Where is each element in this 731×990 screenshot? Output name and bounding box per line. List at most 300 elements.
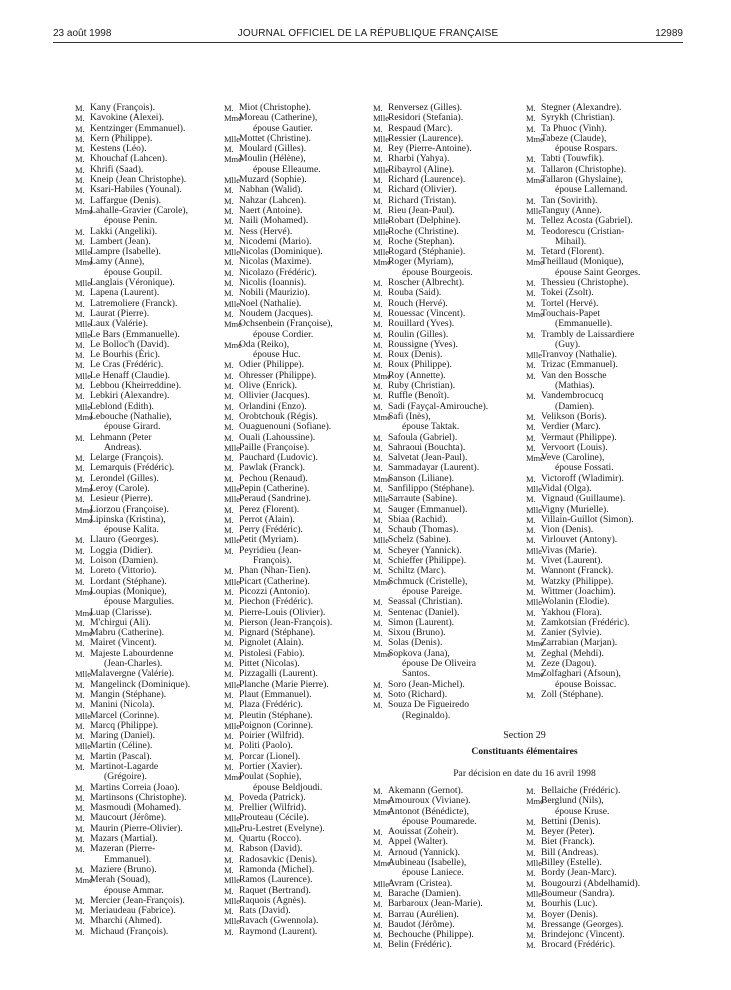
person-name: Van den Bossche [541,369,607,381]
person-name: Lelarge (François). [90,452,164,464]
person-name: Le Cras (Frédéric). [90,359,164,371]
person-name: Manini (Nicola). [90,699,155,711]
name-entry [526,422,676,432]
name-entry [75,587,215,608]
name-continuation: Mihail). [555,235,587,247]
person-name: Nicolis (Ioannis). [239,277,307,289]
name-entry [75,649,215,670]
civility-title: M. [526,360,536,371]
name-entry [75,515,215,536]
civility-title: M. [75,556,85,567]
name-entry [224,113,366,134]
person-name: Peyridieu (Jean- [239,544,302,556]
civility-title: Mlle [224,133,241,144]
person-name: Sixou (Bruno). [388,627,446,639]
person-name: Picozzi (Antonio). [239,585,310,597]
person-name: Teodorescu (Cristian- [541,225,625,237]
civility-title: M. [75,391,85,402]
person-name: Maziere (Bruno). [90,863,157,875]
civility-title: M. [373,329,383,340]
person-name: Tabeze (Claude), [541,132,607,144]
name-entry [75,844,215,865]
name-continuation: épouse Boissac. [555,678,617,690]
civility-title: M. [373,617,383,628]
person-name: Orobtchouk (Régis). [239,410,318,422]
person-name: Billey (Estelle). [541,857,602,869]
person-name: Moulard (Gilles). [239,143,307,155]
civility-title: M. [526,827,536,838]
person-name: Trambly de Laissardiere [541,328,635,340]
person-name: Laurat (Pierre). [90,307,150,319]
person-name: Naili (Mohamed). [239,215,309,227]
person-name: Velikson (Boris). [541,410,607,422]
civility-title: M. [75,298,85,309]
civility-title: Mlle [75,370,92,381]
person-name: Ta Phuoc (Vinh). [541,122,607,134]
civility-title: M. [526,154,536,165]
civility-title: M. [224,453,234,464]
civility-title: M. [526,113,536,124]
civility-title: Mlle [373,878,390,889]
civility-title: Mlle [224,679,241,690]
civility-title: M. [373,827,383,838]
civility-title: M. [75,731,85,742]
name-entry [224,700,366,710]
person-name: Plaut (Emmanuel). [239,688,312,700]
person-name: Raymond (Laurent). [239,925,318,937]
civility-title: M. [373,319,383,330]
civility-title: M. [75,638,85,649]
name-continuation: épouse Cordier. [253,328,314,340]
person-name: Phan (Nhan-Tien). [239,565,311,577]
civility-title: M. [75,473,85,484]
civility-title: M. [75,494,85,505]
civility-title: M. [526,103,536,113]
civility-title: Mlle [224,895,241,906]
civility-title: M. [75,803,85,814]
name-entry [75,412,215,433]
person-name: Sammadayar (Laurent). [388,462,480,474]
person-name: Paille (Françoise). [239,441,310,453]
civility-title: M. [224,226,234,237]
name-entry [224,546,366,567]
civility-title: M. [75,792,85,803]
civility-title: M. [224,514,234,525]
person-name: Boyer (Denis). [541,908,599,920]
name-continuation: épouse Laniece. [402,867,464,879]
civility-title: M. [224,422,234,433]
person-name: Seassal (Christian). [388,596,463,608]
person-name: Rats (David). [239,905,291,917]
person-name: Beyer (Peter). [541,826,595,838]
person-name: Lebbou (Kheirreddine). [90,380,182,392]
civility-title: M. [224,525,234,536]
person-name: Vermaut (Philippe). [541,431,617,443]
name-entry [373,858,523,879]
civility-title: Mlle [373,247,390,258]
civility-title: M. [373,545,383,556]
civility-title: M. [224,792,234,803]
civility-title: M. [224,659,234,670]
person-name: Khouchaf (Lahcen). [90,153,168,165]
civility-title: M. [75,576,85,587]
name-entry [373,700,519,721]
name-column-3 [373,103,519,721]
civility-title: Mlle [224,442,241,453]
name-entry [224,422,366,432]
name-entry [75,927,215,937]
person-name: Avram (Cristea). [388,877,453,889]
person-name: Miot (Christophe). [239,102,311,113]
person-name: Barbaroux (Jean-Marie). [388,898,483,910]
person-name: Roger (Myriam), [388,256,454,268]
civility-title: M. [526,868,536,879]
civility-title: M. [373,700,383,711]
civility-title: Mlle [224,916,241,927]
civility-title: M. [224,411,234,422]
person-name: Khrifi (Saad). [90,163,144,175]
name-entry [224,154,366,175]
civility-title: Mme [75,607,93,618]
person-name: Bechouche (Philippe). [388,929,474,941]
civility-title: M. [224,906,234,917]
person-name: Schmuck (Cristelle), [388,575,468,587]
civility-title: Mlle [373,494,390,505]
civility-title: M. [526,442,536,453]
person-name: Tranvoy (Nathalie). [541,349,617,361]
person-name: Poveda (Patrick). [239,791,306,803]
civility-title: M. [526,689,536,700]
person-name: Trizac (Emmanuel). [541,359,618,371]
civility-title: M. [373,360,383,371]
name-entry [526,227,676,248]
civility-title: M. [373,185,383,196]
civility-title: M. [75,432,85,443]
civility-title: M. [75,751,85,762]
civility-title: Mme [373,648,391,659]
person-name: Roche (Christine). [388,225,459,237]
civility-title: M. [526,514,536,525]
person-name: Pauchard (Ludovic). [239,452,318,464]
person-name: Nicolazo (Frédéric). [239,266,317,278]
person-name: Pignolet (Alain). [239,637,304,649]
person-name: Lamy (Anne), [90,256,145,268]
person-name: Quartu (Rocco). [239,833,302,845]
name-continuation: épouse Poumarede. [402,815,477,827]
person-name: Zoll (Stéphane). [541,688,604,700]
civility-title: M. [526,535,536,546]
person-name: Nicolas (Dominique). [239,246,323,258]
civility-title: M. [75,453,85,464]
person-name: Barache (Damien). [388,887,461,899]
person-name: Kentzinger (Emmanuel). [90,122,186,134]
person-name: Mabru (Catherine). [90,627,165,639]
civility-title: M. [224,381,234,392]
person-name: Roche (Stephan). [388,235,455,247]
civility-title: M. [224,710,234,721]
civility-title: Mlle [526,350,543,361]
person-name: Orlandini (Enzo). [239,400,307,412]
name-entry [373,649,519,680]
person-name: Sanson (Liliane). [388,472,455,484]
person-name: Ramos (Laurence). [239,874,313,886]
person-name: Laux (Valérie). [90,318,149,330]
person-name: Appel (Walter). [388,836,448,848]
civility-title: M. [373,205,383,216]
person-name: Vivet (Laurent). [541,555,603,567]
person-name: Mangin (Stéphane). [90,688,167,700]
civility-title: M. [75,236,85,247]
civility-title: M. [224,288,234,299]
civility-title: M. [526,816,536,827]
name-entry [373,577,519,598]
person-name: Roscher (Albrecht). [388,277,465,289]
civility-title: Mlle [75,710,92,721]
civility-title: Mlle [526,858,543,869]
person-name: Mazars (Martial). [90,833,158,845]
person-name: Loupias (Monique), [90,585,167,597]
person-name: Belin (Frédéric). [388,939,452,951]
civility-title: M. [373,391,383,402]
civility-title: M. [373,638,383,649]
person-name: Soto (Richard). [388,688,448,700]
person-name: Nicodemi (Mario). [239,235,312,247]
civility-title: M. [75,720,85,731]
name-entry [373,257,519,278]
issue-date: 23 août 1998 [53,28,112,39]
person-name: Ramonda (Michel). [239,863,315,875]
civility-title: M. [224,185,234,196]
name-entry [526,257,676,278]
civility-title: M. [373,786,383,796]
civility-title: M. [373,899,383,910]
civility-title: M. [75,195,85,206]
civility-title: M. [373,288,383,299]
person-name: Mharchi (Ahmed). [90,915,162,927]
civility-title: M. [526,411,536,422]
civility-title: Mlle [373,164,390,175]
person-name: Berglund (Nils), [541,795,604,807]
civility-title: M. [373,401,383,412]
section-title: Section 29 [503,730,546,741]
person-name: Prouteau (Cécile). [239,812,309,824]
person-name: Amouroux (Viviane). [388,795,471,807]
civility-title: M. [75,113,85,124]
civility-title: M. [526,919,536,930]
civility-title: M. [373,888,383,899]
person-name: Latremoliere (Franck). [90,297,178,309]
civility-title: Mlle [224,494,241,505]
civility-title: M. [75,144,85,155]
civility-title: Mlle [75,247,92,258]
person-name: Schaub (Thomas). [388,524,459,536]
name-entry [75,433,215,454]
person-name: Pignard (Stéphane). [239,627,316,639]
person-name: Mercier (Jean-François). [90,894,185,906]
civility-title: M. [526,786,536,796]
civility-title: M. [526,899,536,910]
person-name: Respaud (Marc). [388,122,453,134]
name-entry [373,940,523,950]
person-name: Odier (Philippe). [239,359,305,371]
name-entry [526,690,676,700]
civility-title: M. [224,278,234,289]
person-name: Vigny (Murielle). [541,503,609,515]
civility-title: M. [526,473,536,484]
person-name: Tetard (Florent). [541,246,605,258]
person-name: Tortel (Hervé). [541,297,599,309]
person-name: Vandembrocucq [541,390,604,402]
name-continuation: épouse De Oliveira [402,658,477,670]
civility-title: Mme [75,205,93,216]
person-name: Pistolesi (Fabio). [239,647,305,659]
name-entry [75,762,215,783]
civility-title: Mme [526,133,544,144]
person-name: Lahalle-Gravier (Carole), [90,204,189,216]
civility-title: M. [75,339,85,350]
civility-title: M. [373,381,383,392]
person-name: Wittmer (Joachim). [541,585,616,597]
civility-title: M. [373,940,383,951]
person-name: Bellaiche (Frédéric). [541,785,621,796]
civility-title: Mme [526,453,544,464]
person-name: Rabson (David). [239,843,303,855]
person-name: Yakhou (Flora). [541,606,602,618]
name-continuation: (Reginaldo). [402,709,451,721]
civility-title: M. [526,164,536,175]
civility-title: M. [526,247,536,258]
civility-title: M. [224,545,234,556]
civility-title: M. [75,360,85,371]
civility-title: M. [224,762,234,772]
person-name: Sbiaa (Rachid). [388,513,448,525]
civility-title: M. [75,926,85,937]
name-column-4 [526,103,676,700]
person-name: Tallaron (Ghyslaine), [541,174,623,186]
name-continuation: épouse Girard. [104,421,161,433]
name-continuation: épouse Huc. [253,349,301,361]
person-name: Ness (Hervé). [239,225,293,237]
person-name: Mangelinck (Dominique). [90,678,191,690]
person-name: Portier (Xavier). [239,761,303,772]
civility-title: Mme [373,576,391,587]
person-name: Pierson (Jean-François). [239,616,333,628]
civility-title: M. [75,226,85,237]
name-entry [75,257,215,278]
civility-title: M. [75,844,85,855]
civility-title: Mlle [224,247,241,258]
civility-title: M. [373,597,383,608]
name-entry [373,412,519,433]
person-name: Rouillard (Yves). [388,318,455,330]
civility-title: Mme [373,473,391,484]
civility-title: Mlle [224,576,241,587]
civility-title: M. [224,638,234,649]
civility-title: Mme [373,858,391,869]
civility-title: M. [224,751,234,762]
civility-title: Mlle [526,504,543,515]
person-name: Loggia (Didier). [90,544,153,556]
civility-title: Mme [224,113,242,124]
civility-title: M. [526,566,536,577]
name-continuation: (Damien). [555,400,595,412]
person-name: Raquet (Bertrand). [239,884,311,896]
civility-title: Mme [75,628,93,639]
person-name: Wannont (Franck). [541,565,614,577]
person-name: Watzky (Philippe). [541,575,614,587]
person-name: Roux (Philippe). [388,359,452,371]
person-name: Martin (Céline). [90,740,153,752]
civility-title: M. [224,844,234,855]
person-name: Sarraute (Sabine). [388,493,458,505]
civility-title: M. [373,103,383,113]
person-name: Verdier (Marc). [541,421,601,433]
civility-title: Mme [373,411,391,422]
name-continuation: épouse Margulies. [104,596,175,608]
page-number: 12989 [655,28,683,39]
person-name: Roulin (Gilles). [388,328,449,340]
civility-title: Mlle [75,741,92,752]
name-continuation: épouse Ammar. [104,884,164,896]
civility-title: Mme [526,308,544,319]
civility-title: M. [224,864,234,875]
person-name: Brindejonc (Vincent). [541,929,625,941]
civility-title: M. [526,494,536,505]
civility-title: Mme [373,806,391,817]
civility-title: M. [75,164,85,175]
civility-title: M. [373,909,383,920]
person-name: Pizzagalli (Laurent). [239,668,318,680]
civility-title: M. [75,175,85,186]
person-name: Moulin (Hélène), [239,153,306,165]
civility-title: M. [75,700,85,711]
name-entry [373,597,519,607]
person-name: Meriaudeau (Fabrice). [90,905,176,917]
person-name: Vidal (Olga). [541,482,592,494]
civility-title: M. [526,432,536,443]
civility-title: M. [373,689,383,700]
person-name: Pepin (Catherine). [239,482,310,494]
name-continuation: Emmanuel). [104,853,152,865]
civility-title: M. [526,878,536,889]
civility-title: M. [75,648,85,659]
person-name: Pawlak (Franck). [239,462,306,474]
person-name: Naert (Antoine). [239,204,303,216]
civility-title: Mme [526,175,544,186]
name-continuation: épouse Bourgeois. [402,266,473,278]
civility-title: M. [75,133,85,144]
civility-title: Mlle [75,278,92,289]
person-name: Pittet (Nicolas). [239,658,300,670]
person-name: Bressange (Georges). [541,918,624,930]
person-name: Arnoud (Yannick). [388,846,461,858]
civility-title: M. [526,586,536,597]
name-continuation: épouse Saint Georges. [555,266,641,278]
civility-title: M. [75,535,85,546]
name-continuation: (Guy). [555,338,581,350]
person-name: Zanier (Sylvie). [541,627,602,639]
person-name: Tabti (Touwfik). [541,153,605,165]
name-column-1 [75,103,215,937]
person-name: Robart (Delphine). [388,215,461,227]
civility-title: M. [224,236,234,247]
civility-title: M. [526,648,536,659]
civility-title: M. [224,854,234,865]
civility-title: M. [75,813,85,824]
civility-title: M. [526,909,536,920]
person-name: Tellez Acosta (Gabriel). [541,215,633,227]
person-name: Liorzou (Françoise). [90,503,169,515]
